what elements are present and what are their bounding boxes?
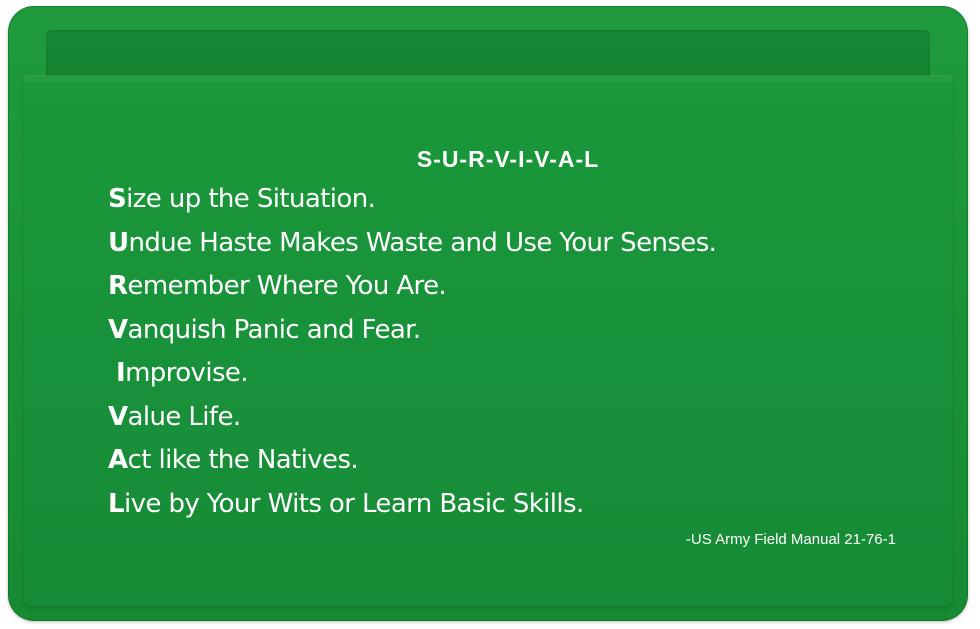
acronym-line-l: Live by Your Wits or Learn Basic Skills.: [108, 488, 584, 519]
source-citation: -US Army Field Manual 21-76-1: [685, 531, 896, 548]
survival-acronym-list: [108, 178, 716, 526]
acronym-line-a: Act like the Natives.: [108, 445, 359, 475]
acronym-line-u: Undue Haste Makes Waste and Use Your Senses.: [108, 227, 717, 258]
card-title: S-U-R-V-I-V-A-L: [416, 146, 600, 172]
card-sleeve-top: [46, 30, 930, 78]
acronym-line-v1: Vanquish Panic and Fear.: [108, 314, 421, 345]
acronym-line-i: Improvise.: [116, 358, 248, 388]
acronym-line-r: Remember Where You Are.: [108, 271, 447, 301]
acronym-line-s: Size up the Situation.: [108, 184, 376, 214]
pocket-edge-highlight: [24, 76, 952, 82]
acronym-line-v2: Value Life.: [108, 401, 241, 432]
